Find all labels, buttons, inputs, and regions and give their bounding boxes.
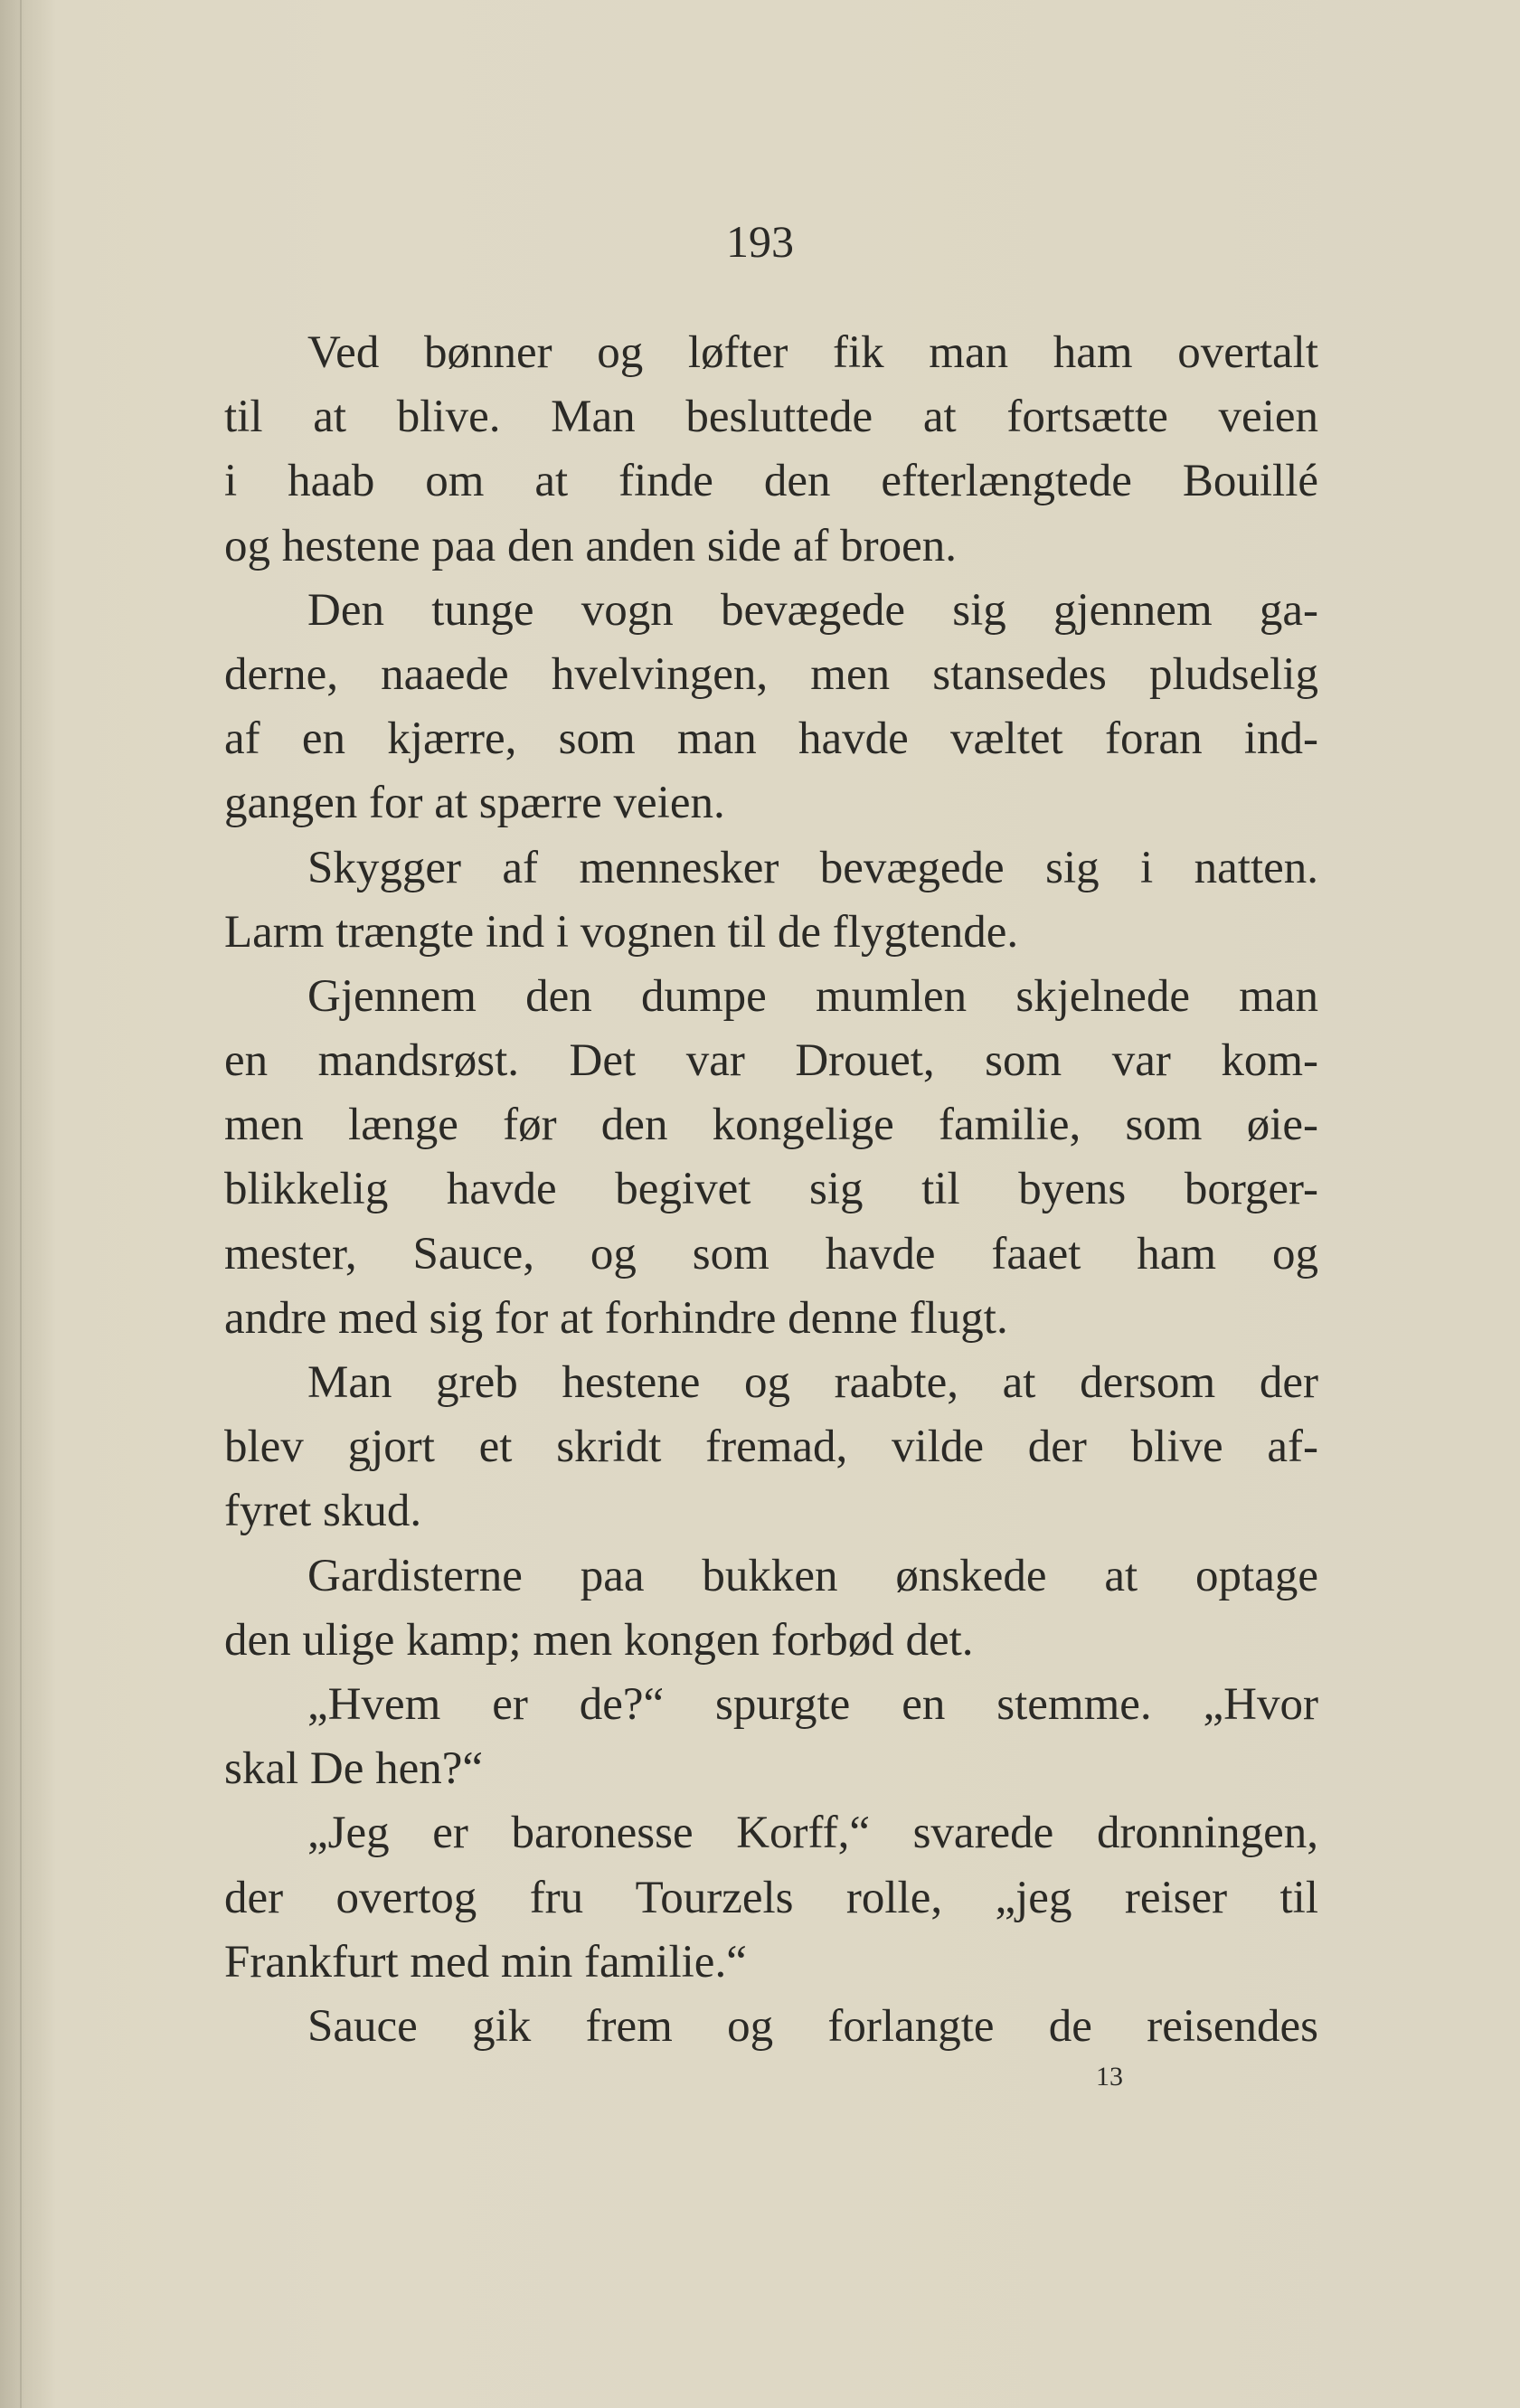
text-line: en mandsrøst. Det var Drouet, som var kom- [224,1035,1318,1087]
text-line: og hestene paa den anden side af broen. [224,520,957,571]
text-line: Ved bønner og løfter fik man ham overtalt [307,327,1318,378]
text-line: Larm trængte ind i vognen til de flygtende. [224,906,1019,958]
body-text [224,321,1318,2059]
text-line: gangen for at spærre veien. [224,778,725,829]
text-line: skal De hen?“ [224,1743,484,1795]
text-line: mester, Sauce, og som havde faaet ham og [224,1228,1318,1280]
page-binding-shadow [0,0,56,2408]
text-line: Gardisterne paa bukken ønskede at optage [307,1550,1318,1601]
text-line: der overtog fru Tourzels rolle, „jeg reiser til [224,1872,1318,1923]
text-line: Frankfurt med min familie.“ [224,1936,747,1988]
text-line: Sauce gik frem og forlangte de reisendes [307,2000,1318,2052]
text-line: i haab om at finde den efterlængtede Bouillé [224,456,1318,507]
page-number: 193 [726,216,794,267]
text-line: „Hvem er de?“ spurgte en stemme. „Hvor [307,1678,1318,1730]
text-line: til at blive. Man besluttede at fortsætte veien [224,392,1318,443]
text-line: fyret skud. [224,1486,422,1537]
text-line: Man greb hestene og raabte, at dersom der [307,1357,1318,1408]
text-line: blikkelig havde begivet sig til byens borger- [224,1164,1318,1215]
page-binding-edge [20,0,22,2408]
printer-signature-mark: 13 [1096,2062,1123,2092]
text-line: „Jeg er baronesse Korff,“ svarede dronningen, [307,1808,1318,1859]
text-line: derne, naaede hvelvingen, men stansedes pludselig [224,648,1318,700]
text-line: andre med sig for at forhindre denne flugt. [224,1292,1008,1344]
text-line: blev gjort et skridt fremad, vilde der blive af- [224,1421,1318,1473]
text-line: Gjennem den dumpe mumlen skjelnede man [307,970,1318,1022]
text-line: men længe før den kongelige familie, som øie- [224,1100,1318,1151]
text-line: Den tunge vogn bevægede sig gjennem ga- [307,584,1318,636]
text-line: den ulige kamp; men kongen forbød det. [224,1614,974,1666]
text-line: af en kjærre, som man havde væltet foran ind- [224,713,1318,765]
text-line: Skygger af mennesker bevægede sig i natten. [307,842,1318,893]
